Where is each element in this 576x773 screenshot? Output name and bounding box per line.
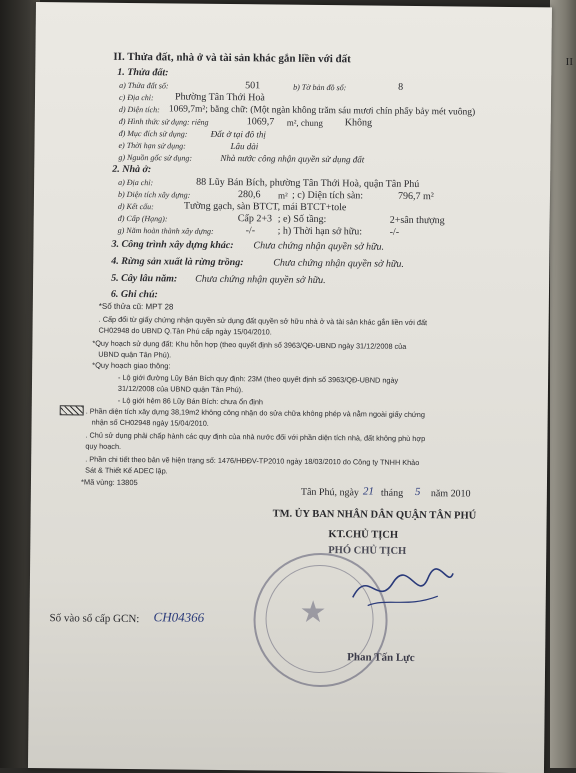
signer-role-2: PHÓ CHỦ TỊCH [328, 545, 407, 557]
house-ownership-term-value: -/- [389, 226, 400, 238]
note-line: . Cấp đổi từ giấy chứng nhận quyền sử dụng đất quyền sở hữu nhà ở và tài sản khác gắn liền với đất [98, 314, 428, 328]
year-label: năm 2010 [430, 488, 471, 500]
month-label: tháng [380, 487, 404, 499]
hatch-legend-icon [60, 405, 84, 415]
land-map-sheet-label: b) Tờ bản đồ số: [293, 82, 347, 93]
note-line: nhận số CH02948 ngày 15/04/2010. [91, 417, 209, 428]
background-right-page [550, 0, 576, 768]
house-build-area-value: 280,6 [237, 189, 261, 201]
land-heading: 1. Thửa đất: [117, 66, 169, 79]
land-purpose-value: Đất ở tại đô thị [210, 128, 266, 140]
note-line: UBND quận Tân Phú). [98, 349, 172, 360]
handwritten-signature [348, 557, 459, 618]
note-line: 31/12/2008 của UBND quận Tân Phú). [117, 383, 244, 395]
place-date-prefix: Tân Phú, ngày [300, 486, 359, 499]
other-works-value: Chưa chứng nhận quyền sở hữu. [253, 240, 385, 253]
house-build-area-label: b) Diện tích xây dựng: [117, 189, 191, 200]
house-ownership-term-label: ; h) Thời hạn sở hữu: [277, 225, 363, 238]
note-line: Sát & Thiết Kế ADEC lập. [85, 465, 168, 476]
plantation-value: Chưa chứng nhận quyền sở hữu. [273, 257, 404, 270]
house-structure-value: Tường gạch, sàn BTCT, mái BTCT+tole [183, 200, 347, 214]
land-parcel-value: 501 [245, 80, 261, 92]
house-floor-area-label: ; c) Diện tích sàn: [291, 189, 364, 202]
register-label: Số vào sổ cấp GCN: [49, 612, 140, 626]
land-term-label: e) Thời hạn sử dụng: [118, 140, 186, 151]
house-address-value: 88 Lũy Bán Bích, phường Tân Thới Hoà, quận Tân Phú [196, 176, 420, 191]
house-grade-value: Cấp 2+3 [237, 213, 273, 225]
notes-heading: 6. Ghi chú: [110, 288, 158, 301]
register-number: CH04366 [153, 609, 205, 625]
issuing-authority: TM. ỦY BAN NHÂN DÂN QUẬN TÂN PHÚ [272, 508, 477, 522]
note-line: CH02948 do UBND Q.Tân Phú cấp ngày 15/04/2010. [98, 325, 272, 337]
house-floors-value: 2+sân thượng [389, 214, 445, 227]
note-line: *Mã vùng: 13805 [80, 477, 138, 488]
land-term-value: Lâu dài [230, 141, 259, 152]
perennial-trees-value: Chưa chứng nhận quyền sở hữu. [195, 273, 326, 287]
signer-name: Phan Tấn Lực [347, 651, 415, 665]
land-address-label: c) Địa chỉ: [118, 92, 154, 103]
note-line: . Phần chi tiết theo bản vẽ hiện trạng số: 1476/HĐĐV-TP2010 ngày 18/03/2010 do Công ty TNHH Khảo [85, 454, 420, 468]
side-page-label: II [565, 56, 573, 68]
house-address-label: a) Địa chỉ: [118, 177, 154, 188]
house-completion-value: -/- [245, 225, 256, 237]
section-title: II. Thửa đất, nhà ở và tài sản khác gắn liền với đất [113, 50, 351, 66]
perennial-trees-label: 5. Cây lâu năm: [111, 272, 178, 285]
house-floor-area-value: 796,7 m² [397, 190, 434, 203]
land-area-label: d) Diện tích: [118, 104, 160, 115]
note-line: *Quy hoạch sử dụng đất: Khu hỗn hợp (theo quyết định số 3963/QĐ-UBND ngày 31/12/2008 của [92, 338, 407, 351]
star-icon: ★ [299, 595, 327, 630]
note-line: quy hoạch. [85, 441, 122, 451]
other-works-label: 3. Công trình xây dựng khác: [111, 238, 234, 252]
land-area-value: 1069,7m²; bằng chữ: (Một ngàn không trăm sáu mươi chín phẩy bảy mét vuông) [168, 104, 476, 118]
sign-month: 5 [414, 485, 421, 499]
land-use-form-label: đ) Hình thức sử dụng: riêng [118, 116, 209, 127]
house-grade-label: đ) Cấp (Hạng): [117, 213, 168, 224]
land-origin-label: g) Nguồn gốc sử dụng: [118, 152, 193, 163]
house-completion-label: g) Năm hoàn thành xây dựng: [117, 225, 214, 236]
certificate-page [28, 2, 552, 773]
land-purpose-label: đ) Mục đích sử dụng: [118, 128, 188, 139]
land-origin-value: Nhà nước công nhận quyền sử dụng đất [220, 152, 365, 165]
land-parcel-label: a) Thửa đất số: [119, 80, 169, 91]
house-build-area-unit: m² [277, 190, 288, 201]
sign-day: 21 [362, 485, 374, 498]
house-structure-label: d) Kết cấu: [117, 201, 154, 212]
land-use-form-unit: m², chung [286, 117, 324, 129]
land-use-form-shared: Không [344, 117, 373, 129]
note-line: - Lộ giới hẻm 86 Lũy Bán Bích: chưa ổn định [117, 395, 264, 407]
land-use-form-value: 1069,7 [246, 116, 275, 128]
note-line: *Số thửa cũ: MPT 28 [98, 301, 174, 312]
signer-role-1: KT.CHỦ TỊCH [328, 529, 399, 541]
plantation-label: 4. Rừng sản xuất là rừng trồng: [111, 255, 244, 269]
land-address-value: Phường Tân Thới Hoà [174, 91, 265, 104]
note-line: *Quy hoạch giao thông: [92, 360, 171, 371]
land-map-sheet-value: 8 [398, 81, 404, 93]
house-floors-label: ; e) Số tầng: [277, 213, 327, 226]
house-heading: 2. Nhà ở: [112, 163, 152, 176]
note-line: . Phần diện tích xây dựng 38,19m2 không công nhận do sửa chữa không phép và nằm ngoài giấy chứng [85, 406, 425, 420]
note-line: . Chủ sử dụng phải chấp hành các quy định của nhà nước đối với phần diện tích nhà, đất không phù hợp [85, 430, 426, 444]
note-line: - Lộ giới đường Lũy Bán Bích quy định: 23M (theo quyết định số 3963/QĐ-UBND ngày [118, 372, 399, 385]
